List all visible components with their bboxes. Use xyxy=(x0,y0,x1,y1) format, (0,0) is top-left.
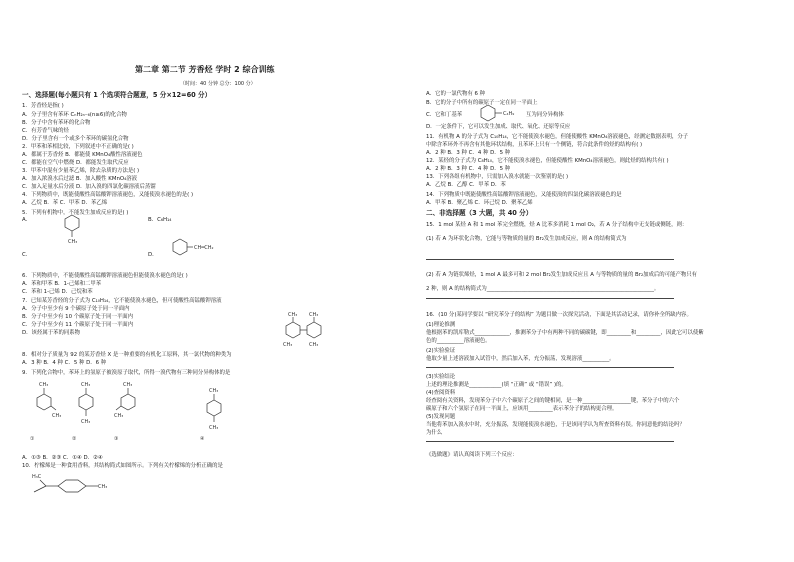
structure-butylbenzene xyxy=(478,102,528,124)
text-line: 16．(10 分)某同学要以 “研究苯分子的结构” 为题目做一次探究活动，下面是其活动记录，请你补全所缺内容。 xyxy=(426,312,692,318)
text-line: A． xyxy=(22,217,32,223)
ch3-label: CH₃ xyxy=(98,484,108,490)
text-line: B．分子中含有苯环的化合物 xyxy=(22,120,91,126)
text-line: (1)理论推测 xyxy=(426,322,456,328)
ch3-label: CH₃ xyxy=(81,419,91,425)
structure-option-3 xyxy=(114,380,150,450)
text-line: 8．相对分子质量为 92 的某芳香烃 X 是一种重要的有机化工原料，其一氯代物的种类为 xyxy=(22,352,232,358)
text-line: A．乙烷 B．苯 C．甲苯 D．苯乙烯 xyxy=(22,200,108,206)
ch3-label: CH₃ xyxy=(209,388,219,394)
text-line: C．有芳香气味的烃 xyxy=(22,128,69,134)
text-line: A．都属于芳香烃 B．都能使 KMnO₄酸性溶液褪色 xyxy=(22,152,143,158)
text-line: A．苯和甲苯 B．1-己烯和二甲苯 xyxy=(22,281,102,287)
structure-styrene xyxy=(170,236,230,266)
text-line: 2．甲苯和苯相比较，下列叙述中不正确的是( ) xyxy=(22,144,134,150)
text-line: (1) 若 A 为环状化合物，它能与等物质的量的 Br₂发生加成反应，则 A 的结构简式为 xyxy=(426,236,627,242)
text-line: 为什么 xyxy=(426,430,443,436)
ch3-label: CH₃ xyxy=(123,382,133,388)
text-line: 当他将苯加入溴水中时，充分振荡，发现能使溴水褪色，于是该同学认为所查资料有误。你同意他的结论吗？ xyxy=(426,422,685,428)
text-line: （时间：40 分钟 总分：100 分） xyxy=(180,81,256,87)
ch3-label: CH₃ xyxy=(81,382,91,388)
text-line: 上述的理论推测是____________(填 “正确” 或 “错误” )的。 xyxy=(426,382,567,388)
text-line: (5)发现问题 xyxy=(426,414,456,420)
text-line: D．一定条件下，它可以发生加成、取代、氧化、还原等反应 xyxy=(426,124,571,130)
option-number: ④ xyxy=(200,436,205,442)
text-line: 13．下列各组有机物中，只需加入溴水就能一次鉴别的是( ) xyxy=(426,174,569,180)
ch3-label: CH₃ xyxy=(209,425,219,431)
text-line: C． xyxy=(22,252,32,258)
text-line: C．都能在空气中燃烧 D．都能发生取代反应 xyxy=(22,160,129,166)
text-line: 9．下列化合物中，苯环上的氢原子被溴原子取代，所得一溴代物有三种同分异构体的是 xyxy=(22,370,231,376)
right-column xyxy=(420,0,794,562)
text-line: 6．下列物质中，不能使酸性高锰酸钾溶液褪色但能使溴水褪色的是( ) xyxy=(22,273,188,279)
ch3-label: CH₃ xyxy=(68,239,78,245)
text-line: 经查阅有关资料，发现苯分子中六个碳原子之间的键相同，是一种__________________键，苯分子中的六个 xyxy=(426,398,680,404)
text-line: 碳原子和六个氢原子在同一平面上，应该用_________表示苯分子的结构更合理。 xyxy=(426,406,618,412)
text-line: 4．下列物质中，既能使酸性高锰酸钾溶液褪色，又能使溴水褪色的是( ) xyxy=(22,192,194,198)
structure-toluene xyxy=(62,212,92,252)
text-line: 10．柠檬烯是一种食用香料，其结构简式如图所示。下列有关柠檬烯的分析正确的是 xyxy=(22,463,223,469)
page-title: 第二章 第二节 芳香烃 学时 2 综合训练 xyxy=(135,65,275,74)
text-line: A．乙烷 B．乙醇 C．甲苯 D．苯 xyxy=(426,182,506,188)
text-line: D． xyxy=(148,252,158,258)
c4h9-label: C₄H₉ xyxy=(503,111,515,117)
option-number: ① xyxy=(30,436,35,442)
ch3-label: CH₃ xyxy=(52,413,62,419)
answer-line-16-2 xyxy=(426,367,674,368)
text-line: 他根据苯的凯库勒式_____________，推测苯分子中有两种不同的碳碳键，即_________和_________，因此它可以使紫 xyxy=(426,330,704,336)
text-line: 2 种，则 A 的结构简式为______________________________________________________________。 xyxy=(426,286,660,292)
text-line: C．加入足量水后分液 D．加入溴的四氯化碳溶液后蒸馏 xyxy=(22,184,156,190)
text-line: 11．有机物 A 的分子式为 C₁₀H₁₄，它不能使溴水褪色，但能使酸性 KMnO₄溶液褪色，经测定数据表明，分子 xyxy=(426,134,689,140)
structure-option-2 xyxy=(72,380,108,450)
text-line: 色的__________溶液褪色。 xyxy=(426,338,491,344)
text-line: 5．下列有机物中，不能发生加成反应的是( ) xyxy=(22,210,129,216)
ch3-label: CH₃ xyxy=(283,342,293,348)
h3c-label: H₃C xyxy=(32,474,42,480)
text-line: B．它的分子中所有的碳原子一定在同一平面上 xyxy=(426,100,538,106)
ch3-label: CH₃ xyxy=(309,342,319,348)
text-line: B．分子中至少有 10 个碳原子处于同一平面内 xyxy=(22,314,134,320)
text-line: D．该烃属于苯的同系物 xyxy=(22,330,81,336)
text-line: A．它的一氯代物有 6 种 xyxy=(426,91,486,97)
structure-dimethylbiphenyl xyxy=(283,314,343,364)
text-line: C．苯和 1-己烯 D．己烷和苯 xyxy=(22,289,93,295)
option-number: ② xyxy=(72,436,77,442)
text-line: B．C₆H₁₄ xyxy=(148,217,172,223)
text-line: A．分子里含有苯环 CₙH₂ₙ₋₆(n≥6)的化合物 xyxy=(22,112,127,118)
structure-option-4 xyxy=(200,380,240,450)
answer-line-15-1 xyxy=(426,259,674,260)
text-line: 3．甲苯中混有少量苯乙烯，除去杂质的方法是( ) xyxy=(22,168,140,174)
vinyl-label: CH═CH₂ xyxy=(194,245,214,251)
text-line: C．它和丁基苯 xyxy=(426,112,463,118)
text-line: (3)实验结论 xyxy=(426,374,456,380)
option-number: ③ xyxy=(114,436,119,442)
text-line: D．分子里含有一个或多个苯环的碳氢化合物 xyxy=(22,136,129,142)
text-line: 7．已知某芳香烃的分子式为 C₁₀H₁₄，它不能使溴水褪色，但可使酸性高锰酸钾溶液 xyxy=(22,298,222,304)
text-line: A．2 种 B．3 种 C．4 种 D．5 种 xyxy=(426,150,511,156)
text-line: A．3 种 B．4 种 C．5 种 D．6 种 xyxy=(22,360,107,366)
section-heading: 二、非选择题（3 大题，共 40 分） xyxy=(426,209,533,217)
text-line: (4)查阅资料 xyxy=(426,390,456,396)
text-line: A．2 种 B．3 种 C．4 种 D．5 种 xyxy=(426,166,511,172)
text-line: A．①③ B．②③ C．①④ D．②④ xyxy=(22,455,103,461)
text-line: 他取少量上述溶液加入试管中，然后加入苯，充分振荡，发现溶液__________。 xyxy=(426,356,615,362)
text-line: 互为同分异构体 xyxy=(526,112,564,118)
answer-line-15-2 xyxy=(426,298,674,299)
ch3-label: CH₃ xyxy=(39,382,49,388)
ch3-label: CH₃ xyxy=(288,312,298,318)
text-line: 《选做题》请认真阅读下列三个反应： xyxy=(426,452,518,458)
text-line: C．分子中至少有 11 个碳原子处于同一平面内 xyxy=(22,322,134,328)
text-line: A．加入浓溴水后过滤 B．加入酸性 KMnO₄溶液 xyxy=(22,176,138,182)
structure-limonene xyxy=(32,472,142,502)
text-line: 12．某烃的分子式为 C₈H₁₀，它不能使溴水褪色，但能使酸性 KMnO₄溶液褪色，则此烃的结构共有( ) xyxy=(426,158,669,164)
text-line: A．甲苯 B．聚乙烯 C．环己烷 D．聚苯乙烯 xyxy=(426,200,533,206)
ch3-label: CH₃ xyxy=(309,312,319,318)
text-line: (2) 若 A 为链状烯烃，1 mol A 最多可和 2 mol Br₂发生加成反应且 A 与等物质的量的 Br₂加成后的可能产物只有 xyxy=(426,272,698,278)
text-line: 15．1 mol 某烃 A 和 1 mol 苯完全燃烧，烃 A 比苯多消耗 1 mol O₂，若 A 分子结构中无支链或侧链，则： xyxy=(426,222,688,228)
text-line: 14．下列物质中既能使酸性高锰酸钾溶液褪色，又能使溴的四氯化碳溶液褪色的是 xyxy=(426,192,622,198)
answer-line-16-5 xyxy=(426,441,674,442)
text-line: A．分子中至少有 9 个碳原子处于同一平面内 xyxy=(22,306,130,312)
ch3-label: CH₃ xyxy=(114,413,124,419)
text-line: 1．芳香烃是指( ) xyxy=(22,103,64,109)
section-heading: 一、选择题(每小题只有 1 个选项符合题意，5 分×12=60 分） xyxy=(22,91,212,99)
text-line: 中除含苯环外不再含有其他环状结构，且苯环上只有一个侧链，符合此条件的烃的结构有( ) xyxy=(426,142,643,148)
text-line: (2)实验验证 xyxy=(426,348,456,354)
structure-option-1 xyxy=(30,380,66,450)
